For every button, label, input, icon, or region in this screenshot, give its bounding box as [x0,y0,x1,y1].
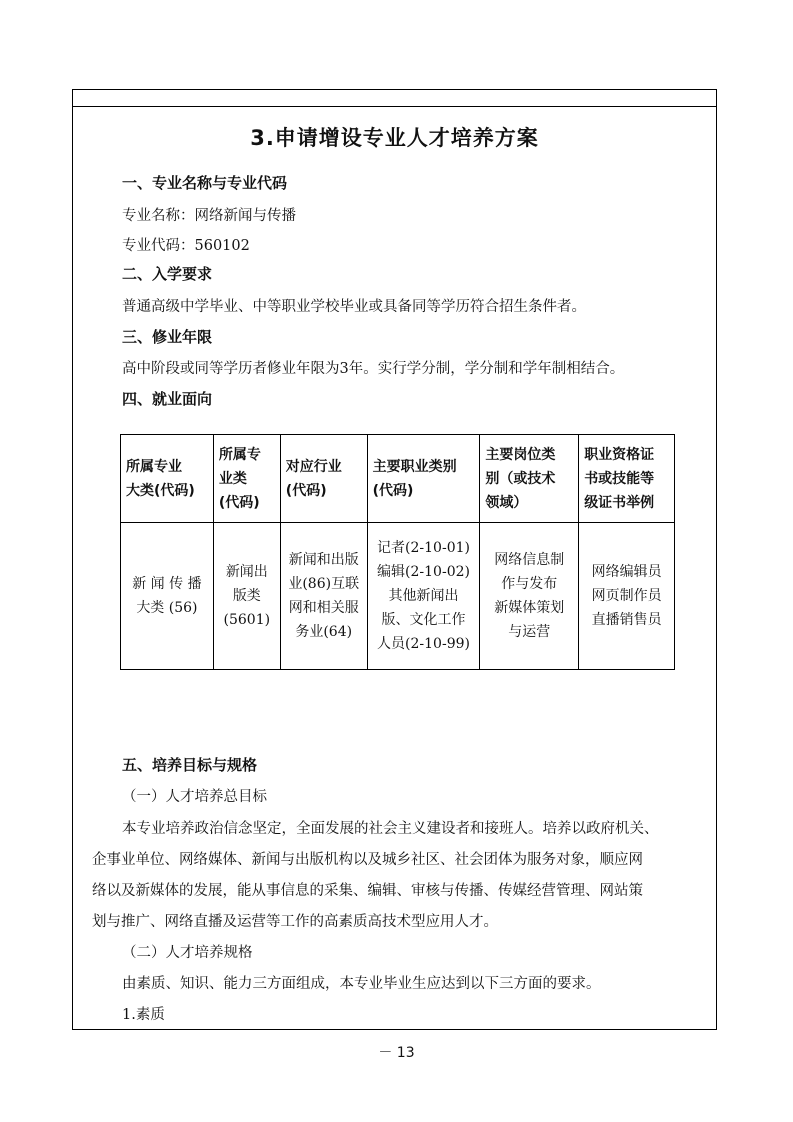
goal-line-3: 络以及新媒体的发展，能从事信息的采集、编辑、审核与传播、传媒经营管理、网站策 [92,883,643,899]
employment-table [120,434,675,670]
major-name-line: 专业名称：网络新闻与传播 [122,208,296,224]
table-cell: 网络编辑员 网页制作员 直播销售员 [579,523,675,670]
table-cell: 新闻出 版类 (5601) [213,523,280,670]
goal-line-4: 划与推广、网络直播及运营等工作的高素质高技术型应用人才。 [92,914,498,930]
table-cell: 新闻和出版 业(86)互联 网和相关服 务业(64) [280,523,367,670]
goal-line-2: 企事业单位、网络媒体、新闻与出版机构以及城乡社区、社会团体为服务对象，顺应网 [92,852,643,868]
header-cell: 所属专 业类 (代码) [213,435,280,523]
table-cell: 记者(2-10-01) 编辑(2-10-02) 其他新闻出 版、文化工作 人员(2-10-99) [367,523,480,670]
header-cell: 所属专业 大类(代码) [121,435,214,523]
goal-line-1: 本专业培养政治信念坚定，全面发展的社会主义建设者和接班人。培养以政府机关、 [122,821,659,837]
table-cell: 网络信息制 作与发布 新媒体策划 与运营 [480,523,579,670]
table-row [121,523,675,670]
frame-top-rule [73,106,716,107]
item-quality: 1.素质 [122,1007,165,1023]
header-cell: 对应行业 (代码) [280,435,367,523]
header-cell: 主要岗位类 别（或技术 领域） [480,435,579,523]
major-code-line: 专业代码：560102 [122,238,250,254]
section-4-heading: 四、就业面向 [122,390,213,408]
section-5-heading: 五、培养目标与规格 [122,756,258,774]
table-cell: 新 闻 传 播 大类 (56) [121,523,214,670]
spec-line: 由素质、知识、能力三方面组成，本专业毕业生应达到以下三方面的要求。 [122,976,601,992]
header-cell: 主要职业类别 (代码) [367,435,480,523]
section-3-heading: 三、修业年限 [122,328,213,346]
header-cell: 职业资格证 书或技能等 级证书举例 [579,435,675,523]
sub-heading-spec: （二）人才培养规格 [122,945,253,961]
section-1-heading: 一、专业名称与专业代码 [122,174,288,192]
duration-text: 高中阶段或同等学历者修业年限为3年。实行学分制，学分制和学年制相结合。 [122,361,625,377]
page-number: － 13 [378,1045,415,1061]
admission-text: 普通高级中学毕业、中等职业学校毕业或具备同等学历符合招生条件者。 [122,299,586,315]
table-header-row [121,435,675,523]
page-frame [72,89,717,1030]
sub-heading-goal: （一）人才培养总目标 [122,789,267,805]
document-title: 3.申请增设专业人才培养方案 [250,126,539,150]
section-2-heading: 二、入学要求 [122,265,213,283]
